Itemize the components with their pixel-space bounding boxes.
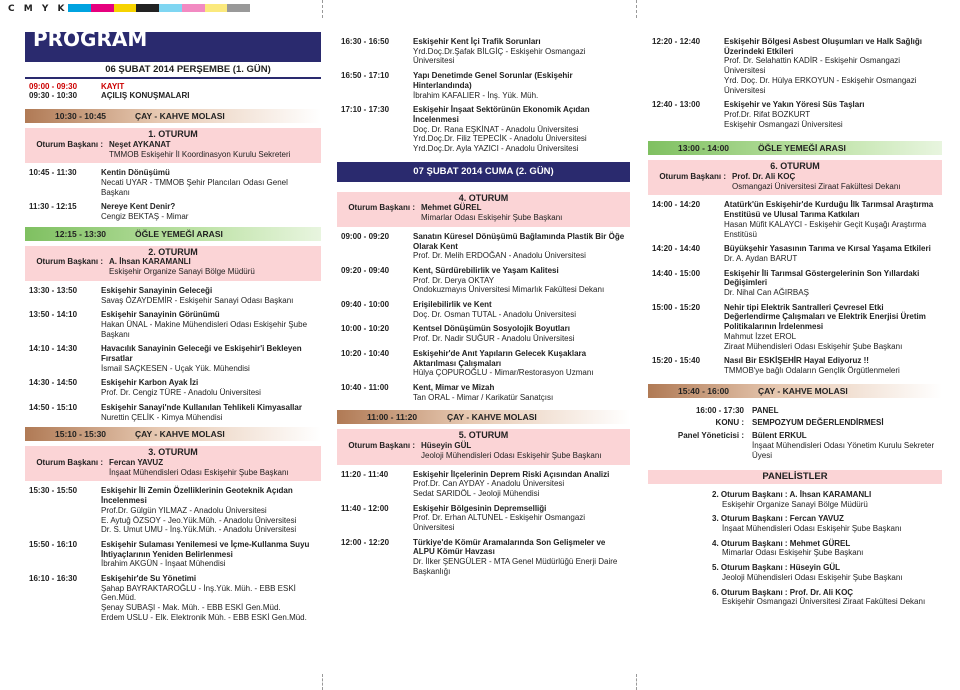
cmyk-label: C M Y K — [8, 4, 68, 14]
chair-name: Neşet AYKANAT — [109, 139, 171, 149]
chair-name: Hüseyin GÜL — [421, 441, 472, 451]
talk-time: 12:40 - 13:00 — [652, 100, 701, 110]
break-bar: 10:30 - 10:45 ÇAY - KAHVE MOLASI — [25, 109, 321, 123]
panelist-name: 3. Oturum Başkanı : Fercan YAVUZ — [712, 514, 844, 524]
color-swatch — [136, 4, 159, 12]
color-swatch — [159, 4, 182, 12]
crop-mark-left-bottom — [322, 674, 323, 690]
talk-title: Büyükşehir Yasasının Tarıma ve Kırsal Yaşama Etkileri — [724, 244, 931, 254]
lunch-bar: 12:15 - 13:30 ÖĞLE YEMEĞİ ARASI — [25, 227, 321, 241]
talk-row — [648, 100, 942, 129]
talk-speaker: Prof. Dr. Melih ERDOĞAN - Anadolu Üniversitesi — [413, 251, 586, 261]
talk-title: Eskişehir Sanayinin Geleceği — [101, 285, 213, 295]
talk-time: 10:20 - 10:40 — [341, 348, 390, 358]
talk-row — [25, 540, 321, 569]
talk-speaker: Ondokuzmayıs Üniversitesi Mimarlık Fakültesi Dekanı — [413, 285, 605, 295]
talk-title: Yapı Denetimde Genel Sorunlar (Eskişehir Hinterlandında) — [413, 71, 573, 90]
color-swatch — [182, 4, 205, 12]
talk-row — [25, 202, 321, 221]
panelist-item — [712, 539, 942, 558]
talk-time: 14:10 - 14:30 — [29, 344, 78, 354]
talk-speaker: Erdem USLU - Elk. Elektronik Müh. - EBB ESKİ Gen.Müd. — [101, 612, 307, 622]
talk-title: Nehir tipi Elektrik Santralleri Çevresel Etki Değerlendirme Çalışmaları ve Elektrik Enerjisi Üretim Politikalarının İrdelenmesi — [724, 302, 926, 332]
talk-title: Eskişehir İli Zemin Özelliklerinin Geoteknik Açıdan İncelenmesi — [101, 486, 293, 506]
talk-title: Eskişehir Bölgesi Asbest Oluşumları ve Halk Sağlığı Üzerindeki Etkileri — [724, 37, 922, 56]
day2-title: 07 ŞUBAT 2014 CUMA (2. GÜN) — [337, 162, 630, 182]
talk-title: Eskişehir ve Yakın Yöresi Süs Taşları — [724, 100, 865, 110]
talk-speaker: Yrd. Doç. Dr. Hülya ERKOYUN - Eskişehir Osmangazi Üniversitesi — [724, 75, 917, 95]
session-4-talks — [337, 232, 630, 403]
panelist-item — [712, 514, 942, 533]
panelist-name: 4. Oturum Başkanı : Mehmet GÜREL — [712, 538, 851, 548]
panelist-name: 5. Oturum Başkanı : Hüseyin GÜL — [712, 563, 841, 573]
talk-speaker: İbrahim AKGÜN - İnşaat Mühendisi — [101, 559, 226, 569]
color-swatch — [227, 4, 250, 12]
talk-speaker: Dr. Nihal Can AĞIRBAŞ — [724, 288, 809, 298]
talk-row — [25, 344, 321, 373]
color-swatch — [114, 4, 137, 12]
talk-speaker: Doç. Dr. Rana EŞKİNAT - Anadolu Üniversitesi — [413, 124, 579, 134]
talk-row — [337, 324, 630, 343]
panelist-role: Jeoloji Mühendisleri Odası Eskişehir Şube Başkanı — [722, 572, 903, 582]
talk-speaker: Dr. A. Aydan BARUT — [724, 253, 798, 263]
talk-time: 16:30 - 16:50 — [341, 37, 390, 46]
talk-speaker: Dr. S. Umut UMU - İnş.Yük.Müh. - Anadolu Üniversitesi — [101, 525, 297, 535]
talk-time: 16:10 - 16:30 — [29, 574, 78, 584]
panelist-role: Mimarlar Odası Eskişehir Şube Başkanı — [722, 548, 864, 558]
crop-mark-right-top — [636, 0, 637, 18]
talk-time: 10:40 - 11:00 — [341, 382, 389, 392]
talk-title: Türkiye'de Kömür Aramalarında Son Gelişmeler ve ALPU Kömür Havzası — [413, 537, 606, 557]
session-2-talks — [25, 286, 321, 422]
talk-speaker: Doç. Dr. Osman TUTAL - Anadolu Üniversitesi — [413, 309, 577, 319]
talk-speaker: Prof. Dr. Selahattin KADİR - Eskişehir Osmangazi Üniversitesi — [724, 56, 901, 76]
break-bar: 15:40 - 16:00 ÇAY - KAHVE MOLASI — [648, 384, 942, 398]
talk-speaker: Eskişehir Osmangazi Üniversitesi — [724, 119, 843, 129]
talk-speaker: Prof.Dr. Rifat BOZKURT — [724, 109, 811, 119]
session-3-talks — [25, 486, 321, 622]
chair-name: Prof. Dr. Ali KOÇ — [732, 172, 796, 182]
chair-role: Jeoloji Mühendisleri Odası Eskişehir Şube Başkanı — [421, 450, 602, 460]
talk-time: 17:10 - 17:30 — [341, 105, 390, 115]
session-3-talks-continued — [337, 37, 630, 154]
talk-speaker: Tan ORAL - Mimar / Karikatür Sanatçısı — [413, 392, 554, 402]
talk-title: Eskişehir'de Anıt Yapıların Gelecek Kuşaklara Aktarılması Çalışmaları — [413, 348, 587, 368]
panel-moderator: Bülent ERKUL — [752, 431, 807, 441]
column-3 — [648, 32, 942, 612]
session-6 — [648, 160, 942, 195]
color-swatch — [68, 4, 91, 12]
panelist-name: 6. Oturum Başkanı : Prof. Dr. Ali KOÇ — [712, 587, 854, 597]
talk-speaker: Şenay SUBAŞI - Mak. Müh. - EBB ESKİ Gen.Müd. — [101, 603, 281, 613]
crop-mark-right-bottom — [636, 674, 637, 690]
talk-row — [337, 383, 630, 402]
color-swatch — [205, 4, 228, 12]
talk-title: Eskişehir Sanayi'nde Kullanılan Tehlikeli Kimyasallar — [101, 402, 302, 412]
talk-speaker: Necati UYAR - TMMOB Şehir Plancıları Odası Genel Başkanı — [101, 177, 288, 197]
talk-time: 09:00 - 09:20 — [341, 231, 390, 241]
cmyk-color-bars — [68, 4, 250, 12]
chair-label: Oturum Başkanı : — [348, 441, 415, 451]
talk-speaker: E. Aytuğ ÖZSOY - Jeo.Yük.Müh. - Anadolu Üniversitesi — [101, 515, 297, 525]
talk-row — [648, 269, 942, 298]
talk-title: Sanatın Küresel Dönüşümü Bağlamında Plastik Bir Öğe Olarak Kent — [413, 231, 625, 251]
talk-speaker: TMMOB'ye bağlı Odaların Gençlik Örgütlenmeleri — [724, 365, 900, 375]
talk-time: 14:20 - 14:40 — [652, 244, 701, 254]
session-2 — [25, 246, 321, 281]
session-4 — [337, 192, 630, 227]
talk-speaker: Prof.Dr. Gülgün YILMAZ - Anadolu Üniversitesi — [101, 505, 267, 515]
talk-row — [337, 71, 630, 100]
talk-row — [648, 356, 942, 375]
session-5-talks-continued — [648, 37, 942, 129]
talk-row — [337, 300, 630, 319]
talk-time: 14:30 - 14:50 — [29, 378, 78, 388]
talk-title: Kentin Dönüşümü — [101, 168, 170, 178]
column-2 — [337, 32, 630, 582]
talk-row — [337, 470, 630, 499]
panelist-role: İnşaat Mühendisleri Odası Eskişehir Şube Başkanı — [722, 524, 902, 534]
talk-speaker: Savaş ÖZAYDEMİR - Eskişehir Sanayi Odası Başkanı — [101, 295, 294, 305]
session-title: 3. OTURUM — [148, 447, 198, 458]
talk-row — [25, 310, 321, 339]
talk-speaker: Prof. Dr. Nadir SUĞUR - Anadolu Üniversitesi — [413, 334, 575, 344]
talk-title: Erişilebilirlik ve Kent — [413, 300, 492, 310]
talk-speaker: Yrd.Doç.Dr.Şafak BİLGİÇ - Eskişehir Osmangazi Üniversitesi — [413, 46, 586, 66]
chair-name: Mehmet GÜREL — [421, 203, 482, 213]
talk-title: Eskişehir İlçelerinin Deprem Riski Açısından Analizi — [413, 469, 610, 479]
talk-title: Kent, Mimar ve Mizah — [413, 382, 495, 392]
chair-name: A. İhsan KARAMANLI — [109, 257, 191, 267]
talk-time: 14:50 - 15:10 — [29, 402, 78, 412]
session-1-talks — [25, 168, 321, 222]
chair-role: TMMOB Eskişehir İl Koordinasyon Kurulu Sekreteri — [109, 149, 291, 159]
talk-speaker: İsmail SAÇKESEN - Uçak Yük. Mühendisi — [101, 363, 250, 373]
talk-title: Havacılık Sanayinin Geleceği ve Eskişehir'i Bekleyen Fırsatlar — [101, 344, 302, 364]
talk-time: 15:20 - 15:40 — [652, 356, 701, 366]
talk-title: Eskişehir'de Su Yönetimi — [101, 574, 197, 584]
panelist-role: Eskişehir Organize Sanayi Bölge Müdürü — [722, 499, 868, 509]
talk-speaker: Mahmut İzzet EROL — [724, 331, 797, 341]
talk-row — [25, 403, 321, 422]
program-title: PROGRAM — [25, 32, 321, 62]
talk-speaker: Dr. İlker ŞENGÜLER - MTA Genel Müdürlüğü Enerji Daire Başkanlığı — [413, 557, 618, 576]
talk-time: 09:40 - 10:00 — [341, 300, 390, 310]
panel-topic: SEMPOZYUM DEĞERLENDİRMESİ — [752, 418, 884, 428]
talk-title: Atatürk'ün Eskişehir'de Kurduğu İlk Tarımsal Araştırma Enstitüsü ve Ulusal Tarıma Katkıları — [724, 200, 934, 220]
chair-label: Oturum Başkanı : — [36, 139, 103, 149]
talk-time: 14:00 - 14:20 — [652, 200, 701, 210]
talk-row — [648, 244, 942, 263]
talk-time: 12:20 - 12:40 — [652, 37, 701, 46]
session-title: 5. OTURUM — [458, 430, 509, 441]
talk-row — [337, 349, 630, 378]
panelist-item — [712, 490, 942, 509]
talk-row — [25, 574, 321, 623]
color-swatch — [91, 4, 114, 12]
opening-row-speeches: 09:30 - 10:30 AÇILIŞ KONUŞMALARI — [29, 91, 190, 101]
session-1 — [25, 128, 321, 163]
session-title: 6. OTURUM — [770, 161, 820, 172]
talk-row — [337, 538, 630, 577]
talk-speaker: Cengiz BEKTAŞ - Mimar — [101, 212, 189, 222]
lunch-bar: 13:00 - 14:00 ÖĞLE YEMEĞİ ARASI — [648, 141, 942, 155]
crop-mark-left-top — [322, 0, 323, 18]
talk-title: Nasıl Bir ESKİŞEHİR Hayal Ediyoruz !! — [724, 356, 869, 366]
talk-row — [337, 504, 630, 533]
chair-label: Oturum Başkanı : — [36, 457, 103, 467]
talk-title: Eskişehir Sanayinin Görünümü — [101, 310, 220, 320]
panelists-title: PANELİSTLER — [648, 470, 942, 484]
talk-row — [648, 303, 942, 352]
chair-role: İnşaat Mühendisleri Odası Eskişehir Şube Başkanı — [109, 467, 289, 477]
talk-row — [25, 486, 321, 535]
session-title: 2. OTURUM — [148, 246, 198, 257]
talk-row — [25, 286, 321, 305]
break-bar: 11:00 - 11:20 ÇAY - KAHVE MOLASI — [337, 410, 630, 424]
talk-speaker: Sedat SARIDÖL - Jeoloji Mühendisi — [413, 488, 540, 498]
chair-label: Oturum Başkanı : — [659, 172, 726, 182]
talk-time: 10:00 - 10:20 — [341, 324, 390, 334]
talk-speaker: Hakan ÜNAL - Makine Mühendisleri Odası Eskişehir Şube Başkanı — [101, 319, 308, 339]
talk-row — [337, 232, 630, 261]
talk-time: 12:00 - 12:20 — [341, 537, 390, 547]
talk-time: 09:20 - 09:40 — [341, 265, 390, 275]
chair-role: Mimarlar Odası Eskişehir Şube Başkanı — [421, 213, 563, 223]
day1-title: 06 ŞUBAT 2014 PERŞEMBE (1. GÜN) — [25, 62, 321, 79]
chair-name: Fercan YAVUZ — [109, 457, 164, 467]
talk-speaker: Hülya ÇOPUROĞLU - Mimar/Restorasyon Uzmanı — [413, 368, 594, 378]
panel-block: 16:00 - 17:30 PANEL KONU : SEMPOZYUM DEĞERLENDİRMESİ Panel Yöneticisi : Bülent ERKUL İnşaat Mühendisleri Odası Yönetim Kurulu Sekreter Üyesi — [677, 405, 935, 460]
talk-speaker: Prof.Dr. Can AYDAY - Anadolu Üniversitesi — [413, 479, 565, 489]
talk-title: Kentsel Dönüşümün Sosyolojik Boyutları — [413, 324, 570, 334]
talk-title: Nereye Kent Denir? — [101, 202, 176, 212]
talk-title: Eskişehir Sulaması Yenilemesi ve İçme-Kullanma Suyu İhtiyaçlarının Yeniden Belirlenmesi — [101, 539, 310, 559]
panelist-role: Eskişehir Osmangazi Üniversitesi Ziraat Fakültesi Dekanı — [722, 597, 926, 607]
session-5 — [337, 429, 630, 464]
panelist-name: 2. Oturum Başkanı : A. İhsan KARAMANLI — [712, 489, 872, 499]
talk-title: Kent, Sürdürebilirlik ve Yaşam Kalitesi — [413, 265, 559, 275]
talk-row — [25, 378, 321, 397]
talk-title: Eskişehir Karbon Ayak İzi — [101, 378, 199, 388]
talk-row — [25, 168, 321, 197]
session-5-talks — [337, 470, 630, 577]
break-bar: 15:10 - 15:30 ÇAY - KAHVE MOLASI — [25, 427, 321, 441]
panelists-list — [648, 490, 942, 607]
talk-time: 15:50 - 16:10 — [29, 539, 78, 549]
talk-time: 11:20 - 11:40 — [341, 469, 389, 479]
opening-row-registration: 09:00 - 09:30 KAYIT — [29, 81, 125, 91]
talk-speaker: Prof. Dr. Cengiz TÜRE - Anadolu Üniversitesi — [101, 388, 261, 398]
talk-speaker: Nurettin ÇELİK - Kimya Mühendisi — [101, 412, 223, 422]
talk-speaker: Prof. Dr. Erhan ALTUNEL - Eskişehir Osmangazi Üniversitesi — [413, 513, 586, 533]
talk-title: Eskişehir İli Tarımsal Göstergelerinin Son Yıllardaki Değişimleri — [724, 268, 920, 288]
talk-speaker: Hasan Müfit KALAYCI - Eskişehir Geçit Kuşağı Araştırma Enstitüsü — [724, 219, 927, 239]
talk-row — [648, 200, 942, 239]
chair-role: Osmangazi Üniversitesi Ziraat Fakültesi Dekanı — [732, 181, 901, 191]
panel-moderator-role: İnşaat Mühendisleri Odası Yönetim Kurulu Sekreter Üyesi — [752, 440, 935, 460]
panelist-item — [712, 588, 942, 607]
talk-title: Eskişehir Bölgesinin Depremselliği — [413, 503, 547, 513]
talk-time: 10:45 - 11:30 — [29, 168, 77, 178]
session-title: 1. OTURUM — [148, 129, 198, 140]
talk-time: 13:30 - 13:50 — [29, 285, 78, 295]
session-title: 4. OTURUM — [458, 192, 509, 203]
talk-time: 14:40 - 15:00 — [652, 268, 701, 278]
talk-speaker: İbrahim KAFALIER - İnş. Yük. Müh. — [413, 90, 539, 100]
talk-time: 11:40 - 12:00 — [341, 503, 389, 513]
session-3 — [25, 446, 321, 481]
talk-row — [648, 37, 942, 95]
chair-role: Eskişehir Organize Sanayi Bölge Müdürü — [109, 267, 255, 277]
session-6-talks — [648, 200, 942, 375]
panel-label: PANEL — [752, 405, 779, 415]
talk-speaker: Şahap BAYRAKTAROĞLU - İnş.Yük. Müh. - EBB ESKİ Gen.Müd. — [101, 583, 296, 603]
chair-label: Oturum Başkanı : — [36, 257, 103, 267]
column-1 — [25, 27, 321, 628]
talk-time: 13:50 - 14:10 — [29, 310, 78, 320]
talk-speaker: Yrd.Doç.Dr. Ayla YAZICI - Anadolu Üniversitesi — [413, 144, 579, 154]
talk-time: 16:50 - 17:10 — [341, 71, 390, 81]
talk-time: 15:30 - 15:50 — [29, 486, 78, 496]
talk-speaker: Ziraat Mühendisleri Odası Eskişehir Şube Başkanı — [724, 341, 903, 351]
chair-label: Oturum Başkanı : — [348, 203, 415, 213]
talk-title: Eskişehir Kent İçi Trafik Sorunları — [413, 37, 541, 46]
panelist-item — [712, 563, 942, 582]
talk-time: 11:30 - 12:15 — [29, 202, 77, 212]
talk-speaker: Prof. Dr. Derya OKTAY — [413, 275, 495, 285]
talk-row — [337, 105, 630, 154]
talk-time: 15:00 - 15:20 — [652, 302, 701, 312]
talk-speaker: Yrd.Doç.Dr. Filiz TEPECİK - Anadolu Üniversitesi — [413, 134, 587, 144]
talk-row — [337, 37, 630, 66]
talk-title: Eskişehir İnşaat Sektörünün Ekonomik Açıdan İncelenmesi — [413, 105, 590, 124]
talk-row — [337, 266, 630, 295]
